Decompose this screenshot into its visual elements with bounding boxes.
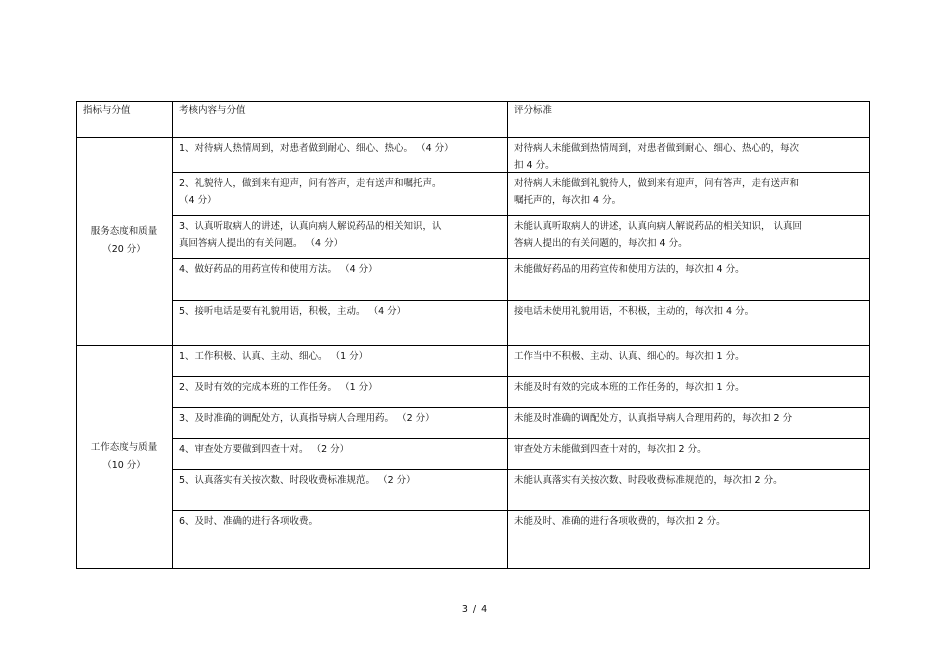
header-col1: 指标与分值 [83,105,131,116]
standard-text: 扣 4 分。 [514,160,555,171]
criterion-text: 2、及时有效的完成本班的工作任务。 （1 分） [179,382,378,393]
standard-text: 审查处方未能做到四查十对的，每次扣 2 分。 [514,444,707,455]
category-title: 服务态度和质量 [90,226,158,237]
standard-text: 工作当中不积极、主动、认真、细心的。每次扣 1 分。 [514,351,745,362]
category-title: 工作态度与质量 [90,441,158,453]
criterion-text: 4、做好药品的用药宣传和使用方法。 （4 分） [179,264,378,275]
criterion-text: 4、审查处方要做到四查十对。 （2 分） [179,444,350,455]
column-divider [869,101,870,569]
category-score: （20 分） [102,244,146,255]
standard-text: 未能做好药品的用药宣传和使用方法的，每次扣 4 分。 [514,264,745,275]
row-divider [172,376,870,377]
table-border-top [76,101,870,102]
standard-text: 未能及时有效的完成本班的工作任务的，每次扣 1 分。 [514,382,745,393]
row-divider [172,469,870,470]
header-col3: 评分标准 [514,105,553,116]
standard-text: 未能及时准确的调配处方，认真指导病人合理用药的，每次扣 2 分 [514,413,793,424]
row-divider [172,438,870,439]
row-divider [172,300,870,301]
row-divider [172,215,870,216]
category-score: （10 分） [102,459,146,471]
standard-text: 嘱托声的，每次扣 4 分。 [514,195,622,206]
category-label [76,439,172,475]
standard-text: 答病人提出的有关问题的，每次扣 4 分。 [514,238,688,249]
column-divider [76,101,77,569]
row-divider [172,407,870,408]
row-divider [172,258,870,259]
criterion-text: 5、认真落实有关按次数、时段收费标准规范。 （2 分） [179,475,416,486]
criterion-text: 2、礼貌待人，做到来有迎声，问有答声，走有送声和嘱托声。 [179,178,442,189]
criterion-text: 3、及时准确的调配处方，认真指导病人合理用药。 （2 分） [179,413,435,424]
criterion-text: 6、及时、准确的进行各项收费。 [179,516,319,527]
criterion-text: 真回答病人提出的有关问题。 （4 分） [179,238,344,249]
standard-text: 未能认真落实有关按次数、时段收费标准规范的，每次扣 2 分。 [514,475,783,486]
criterion-text: 1、对待病人热情周到，对患者做到耐心、细心、热心。 （4 分） [179,143,454,154]
standard-text: 对待病人未能做到礼貌待人，做到来有迎声，问有答声，走有送声和 [514,178,800,189]
standard-text: 对待病人未能做到热情周到，对患者做到耐心、细心、热心的，每次 [514,143,800,154]
standard-text: 接电话未使用礼貌用语，不积极，主动的，每次扣 4 分。 [514,306,755,317]
group-divider [76,345,870,346]
header-col2: 考核内容与分值 [179,105,246,116]
table-border-bottom [76,568,870,569]
header-divider [76,137,870,138]
page-number: 3 / 4 [461,604,489,615]
category-label [76,223,172,259]
criterion-text: 5、接听电话是要有礼貌用语，积极，主动。 （4 分） [179,306,407,317]
row-divider [172,510,870,511]
criterion-text: 3、认真听取病人的讲述，认真向病人解说药品的相关知识，认 [179,221,442,232]
criterion-text: （4 分） [179,195,217,206]
column-divider [172,101,173,569]
standard-text: 未能及时、准确的进行各项收费的，每次扣 2 分。 [514,516,726,527]
criterion-text: 1、工作积极、认真、主动、细心。 （1 分） [179,351,369,362]
standard-text: 未能认真听取病人的讲述，认真向病人解说药品的相关知识， 认真回 [514,221,803,232]
column-divider [507,101,508,569]
